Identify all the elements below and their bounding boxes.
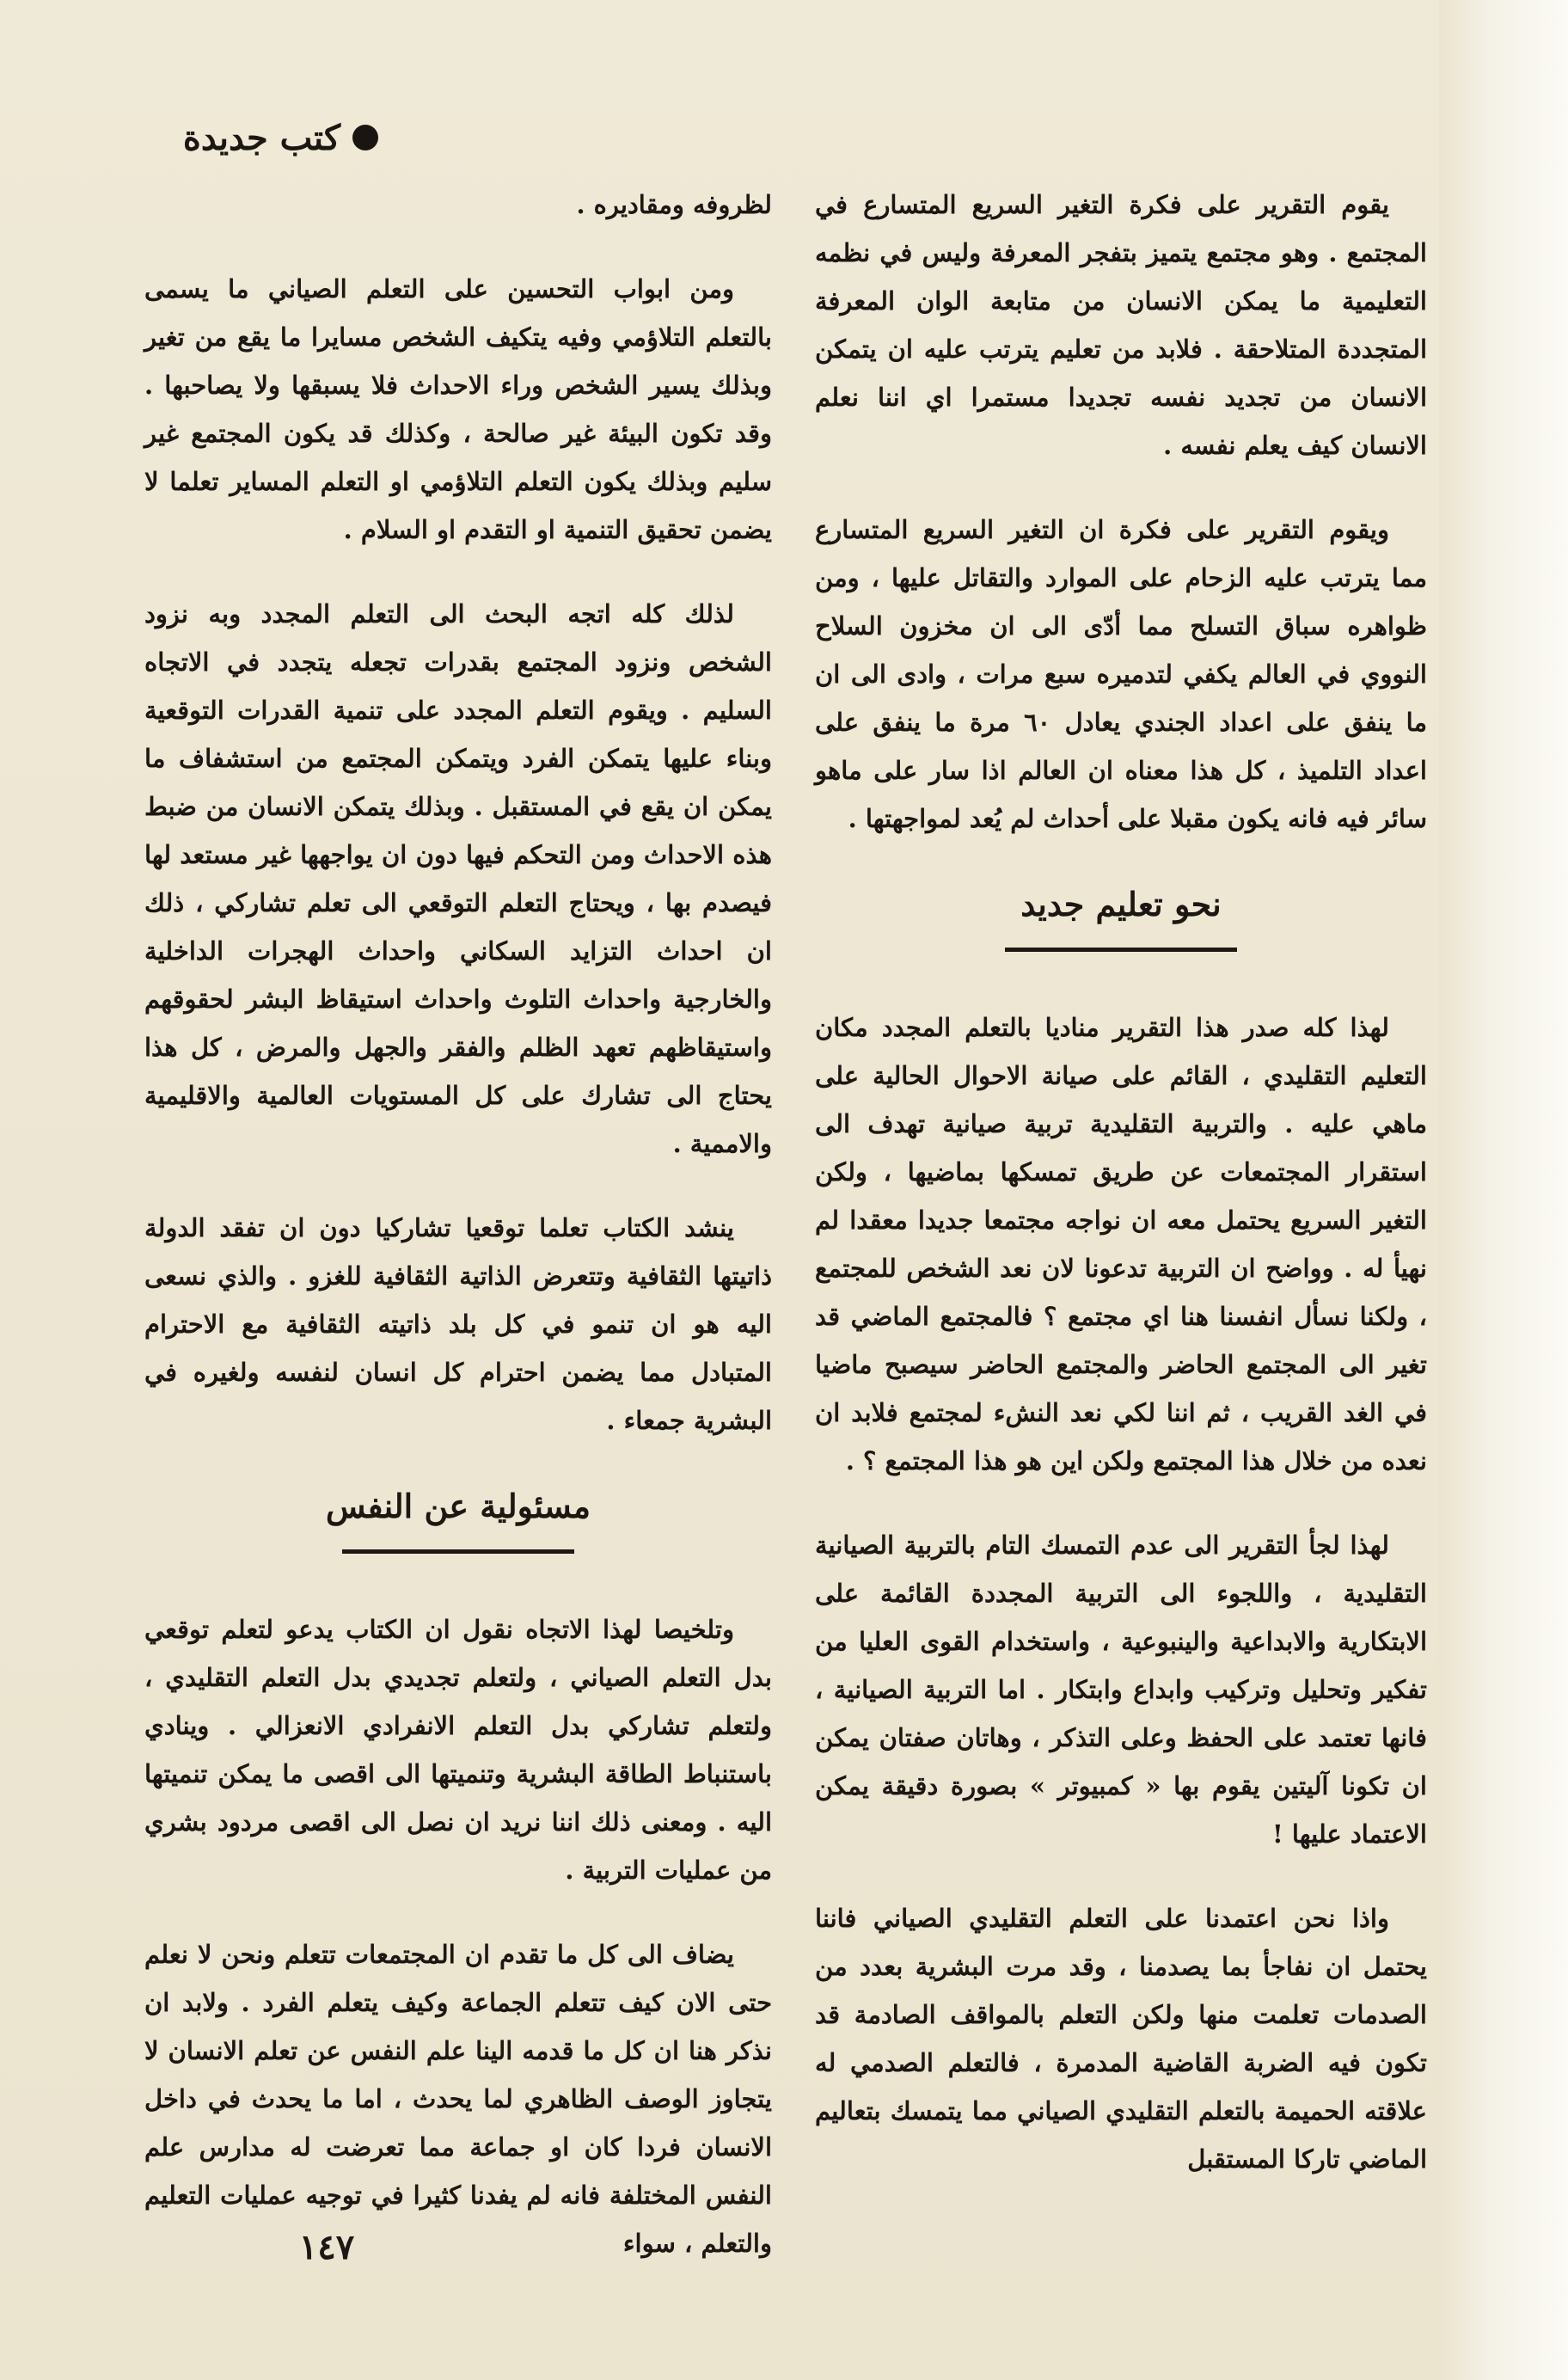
right-column bbox=[815, 181, 1427, 2219]
paragraph: يقوم التقرير على فكرة التغير السريع المتسارع في المجتمع . وهو مجتمع يتميز بتفجر المعرفة وليس في نظمه التعليمية ما يمكن الانسان من متابعة الوان المعرفة المتجددة المتلاحقة . فلابد من تعليم يترتب عليه ان يتمكن الانسان من تجديد نفسه تجديدا مستمرا اي اننا نعلم الانسان كيف يعلم نفسه . bbox=[815, 190, 1427, 460]
page-number: ١٤٧ bbox=[298, 2227, 355, 2267]
paragraph: ويقوم التقرير على فكرة ان التغير السريع المتسارع مما يترتب عليه الزحام على الموارد والتقاتل عليها ، ومن ظواهره سباق التسلح مما أدّى الى ان مخزون السلاح النووي في العالم يكفي لتدميره سبع مرات ، وادى الى ان ما ينفق على اعداد الجندي يعادل ٦٠ مرة ما ينفق على اعداد التلميذ ، كل هذا معناه ان العالم اذا سار على ماهو سائر فيه فانه يكون مقبلا على أحداث لم يُعد لمواجهتها . bbox=[815, 515, 1427, 833]
paragraph: وتلخيصا لهذا الاتجاه نقول ان الكتاب يدعو لتعلم توقعي بدل التعلم الصياني ، ولتعلم تجديدي بدل التعلم التقليدي ، ولتعلم تشاركي بدل التعلم الانفرادي الانعزالي . وينادي باستنباط الطاقة البشرية وتنميتها الى اقصى ما يمكن تنميتها اليه . ومعنى ذلك اننا نريد ان نصل الى اقصى مردود بشري من عمليات التربية . bbox=[144, 1615, 772, 1885]
subheading: نحو تعليم جديد bbox=[1020, 885, 1222, 923]
paragraph: لهذا كله صدر هذا التقرير مناديا بالتعلم المجدد مكان التعليم التقليدي ، القائم على صيانة الاحوال الحالية على ماهي عليه . والتربية التقليدية تربية صيانية تهدف الى استقرار المجتمعات عن طريق تمسكها بماضيها ، ولكن التغير السريع يحتمل معه ان نواجه مجتمعا جديدا معقدا لم نهيأ له . وواضح ان التربية تدعونا لان نعد الشخص للمجتمع ، ولكنا نسأل انفسنا هنا اي مجتمع ؟ فالمجتمع الماضي قد تغير الى المجتمع الحاضر والمجتمع الحاضر سيصبح ماضيا في الغد القريب ، ثم اننا لكي نعد النشء لمجتمع فلابد ان نعده من خلال هذا المجتمع ولكن اين هو هذا المجتمع ؟ . bbox=[815, 1013, 1427, 1475]
section-label: كتب جديدة bbox=[182, 117, 340, 158]
left-column bbox=[144, 181, 772, 2303]
page-edge-shadow bbox=[1439, 0, 1568, 2380]
paragraph: يضاف الى كل ما تقدم ان المجتمعات تتعلم ونحن لا نعلم حتى الان كيف تتعلم الجماعة وكيف يتعلم الفرد . ولابد ان نذكر هنا ان كل ما قدمه الينا علم النفس عن تعلم الانسان لا يتجاوز الوصف الظاهري لما يحدث ، اما ما يحدث في داخل الانسان فردا كان او جماعة مما تعرضت له مدارس علم النفس المختلفة فانه لم يفدنا كثيرا في توجيه عمليات التعليم والتعلم ، سواء bbox=[144, 1940, 772, 2258]
paragraph: لذلك كله اتجه البحث الى التعلم المجدد وبه نزود الشخص ونزود المجتمع بقدرات تجعله يتجدد في الاتجاه السليم . ويقوم التعلم المجدد على تنمية القدرات التوقعية وبناء عليها يتمكن الفرد ويتمكن المجتمع من استشفاف ما يمكن ان يقع في المستقبل . وبذلك يتمكن الانسان من ضبط هذه الاحداث ومن التحكم فيها دون ان يواجهها غير مستعد لها فيصدم بها ، ويحتاج التعلم التوقعي الى تعلم تشاركي ، ذلك ان احداث التزايد السكاني واحداث الهجرات الداخلية والخارجية واحداث التلوث واحداث استيقاظ البشر لحقوقهم واستيقاظهم تعهد الظلم والفقر والجهل والمرض ، كل هذا يحتاج الى تشارك على كل المستويات العالمية والاقليمية والاممية . bbox=[144, 599, 772, 1158]
subheading: مسئولية عن النفس bbox=[325, 1487, 591, 1525]
paragraph: ينشد الكتاب تعلما توقعيا تشاركيا دون ان تفقد الدولة ذاتيتها الثقافية وتتعرض الذاتية الثقافية للغزو . والذي نسعى اليه هو ان تنمو في كل بلد ذاتيته الثقافية مع الاحترام المتبادل مما يضمن احترام كل انسان لنفسه ولغيره في البشرية جمعاء . bbox=[144, 1213, 772, 1435]
subheading-rule bbox=[342, 1549, 574, 1554]
section-header bbox=[163, 112, 378, 163]
paragraph-continuation: لظروفه ومقاديره . bbox=[576, 190, 772, 219]
paragraph: واذا نحن اعتمدنا على التعلم التقليدي الصياني فاننا يحتمل ان نفاجأ بما يصدمنا ، وقد مرت البشرية بعدد من الصدمات تعلمت منها ولكن التعلم بالمواقف الصادمة قد تكون فيه الضربة القاضية المدمرة ، فالتعلم الصدمي له علاقته الحميمة بالتعلم التقليدي الصياني مما يتمسك بتعاليم الماضي تاركا المستقبل bbox=[815, 1904, 1427, 2174]
paragraph: ومن ابواب التحسين على التعلم الصياني ما يسمى بالتعلم التلاؤمي وفيه يتكيف الشخص مسايرا ما يقع من تغير وبذلك يسير الشخص وراء الاحداث فلا يسبقها ولا يصاحبها . وقد تكون البيئة غير صالحة ، وكذلك قد يكون المجتمع غير سليم وبذلك يكون التعلم التلاؤمي او التعلم المساير تعلما لا يضمن تحقيق التنمية او التقدم او السلام . bbox=[144, 274, 773, 544]
paragraph: لهذا لجأ التقرير الى عدم التمسك التام بالتربية الصيانية التقليدية ، واللجوء الى التربية المجددة القائمة على الابتكارية والابداعية والينبوعية ، واستخدام القوى العليا من تفكير وتحليل وتركيب وابداع وابتكار . اما التربية الصيانية ، فانها تعتمد على الحفظ وعلى التذكر ، وهاتان صفتان يمكن ان تكونا آليتين يقوم بها « كمبيوتر » بصورة دقيقة يمكن الاعتماد عليها ! bbox=[815, 1530, 1427, 1849]
bullet-icon bbox=[352, 125, 378, 150]
subheading-rule bbox=[1005, 948, 1237, 952]
